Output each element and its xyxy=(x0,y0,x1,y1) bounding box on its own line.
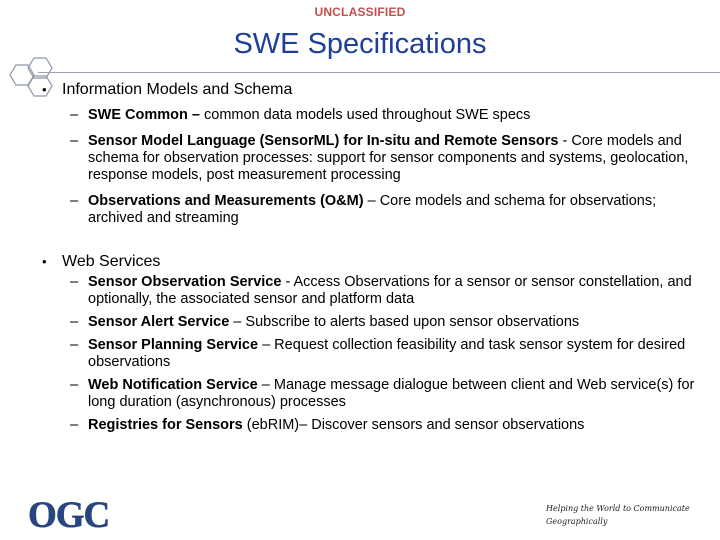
subbullet-term: Sensor Alert Service xyxy=(88,314,230,330)
ogc-logo xyxy=(28,496,128,532)
section-heading: Information Models and Schema xyxy=(62,81,293,98)
dash-icon: – xyxy=(70,274,79,290)
classification-banner: UNCLASSIFIED xyxy=(314,5,406,19)
tagline-line-1: Helping the World to Communicate xyxy=(546,504,690,513)
tagline-line-2: Geographically xyxy=(546,517,608,526)
page-title: SWE Specifications xyxy=(233,28,487,60)
subbullet-term: Sensor Observation Service xyxy=(88,274,282,290)
subbullet-text: - Core models and schema for observation processes: support for sensor components and systems, geolocation, response models, post measurement processing xyxy=(88,133,689,183)
subbullet-term: SWE Common – xyxy=(88,107,205,123)
subbullet-text: – Manage message dialogue between client and Web service(s) for long duration (asynchronous) processes xyxy=(88,377,695,410)
dash-icon: – xyxy=(70,133,79,149)
dash-icon: – xyxy=(70,377,79,393)
bullet-icon: • xyxy=(42,82,47,97)
dash-icon: – xyxy=(70,193,79,209)
subbullet-text: – Request collection feasibility and task sensor system for desired observations xyxy=(88,337,686,370)
bullet-icon: • xyxy=(42,254,47,269)
subbullet-term: Web Notification Service xyxy=(88,377,258,393)
subbullet-sos xyxy=(30,274,700,308)
subbullet-text: – Core models and schema for observations; archived and streaming xyxy=(88,193,657,226)
subbullet-wns xyxy=(30,377,700,411)
bullet-web-services xyxy=(30,252,700,271)
dash-icon: – xyxy=(70,417,79,433)
subbullet-text: – Subscribe to alerts based upon sensor observations xyxy=(229,314,580,330)
footer-tagline xyxy=(546,502,696,528)
ogc-logo-text: OGC xyxy=(28,496,110,532)
subbullet-om xyxy=(30,193,700,227)
dash-icon: – xyxy=(70,107,79,123)
subbullet-text: (ebRIM)– Discover sensors and sensor observations xyxy=(242,417,585,433)
subbullet-text: - Access Observations for a sensor or sensor constellation, and optionally, the associated sensor and platform data xyxy=(88,274,692,307)
dash-icon: – xyxy=(70,314,79,330)
subbullet-swe-common xyxy=(30,107,700,124)
subbullet-term: Sensor Model Language (SensorML) for In-situ and Remote Sensors xyxy=(88,133,559,149)
dash-icon: – xyxy=(70,337,79,353)
title-divider xyxy=(38,72,720,73)
subbullet-sps xyxy=(30,337,700,371)
subbullet-term: Sensor Planning Service xyxy=(88,337,259,353)
subbullet-text: common data models used throughout SWE specs xyxy=(204,107,531,123)
subbullet-registries xyxy=(30,417,700,434)
slide-content xyxy=(30,80,700,434)
subbullet-sas xyxy=(30,314,700,331)
bullet-information-models xyxy=(30,80,700,99)
subbullet-term: Observations and Measurements (O&M) xyxy=(88,193,364,209)
subbullet-term: Registries for Sensors xyxy=(88,417,243,433)
section-heading: Web Services xyxy=(62,253,161,270)
subbullet-sensorml xyxy=(30,133,700,184)
